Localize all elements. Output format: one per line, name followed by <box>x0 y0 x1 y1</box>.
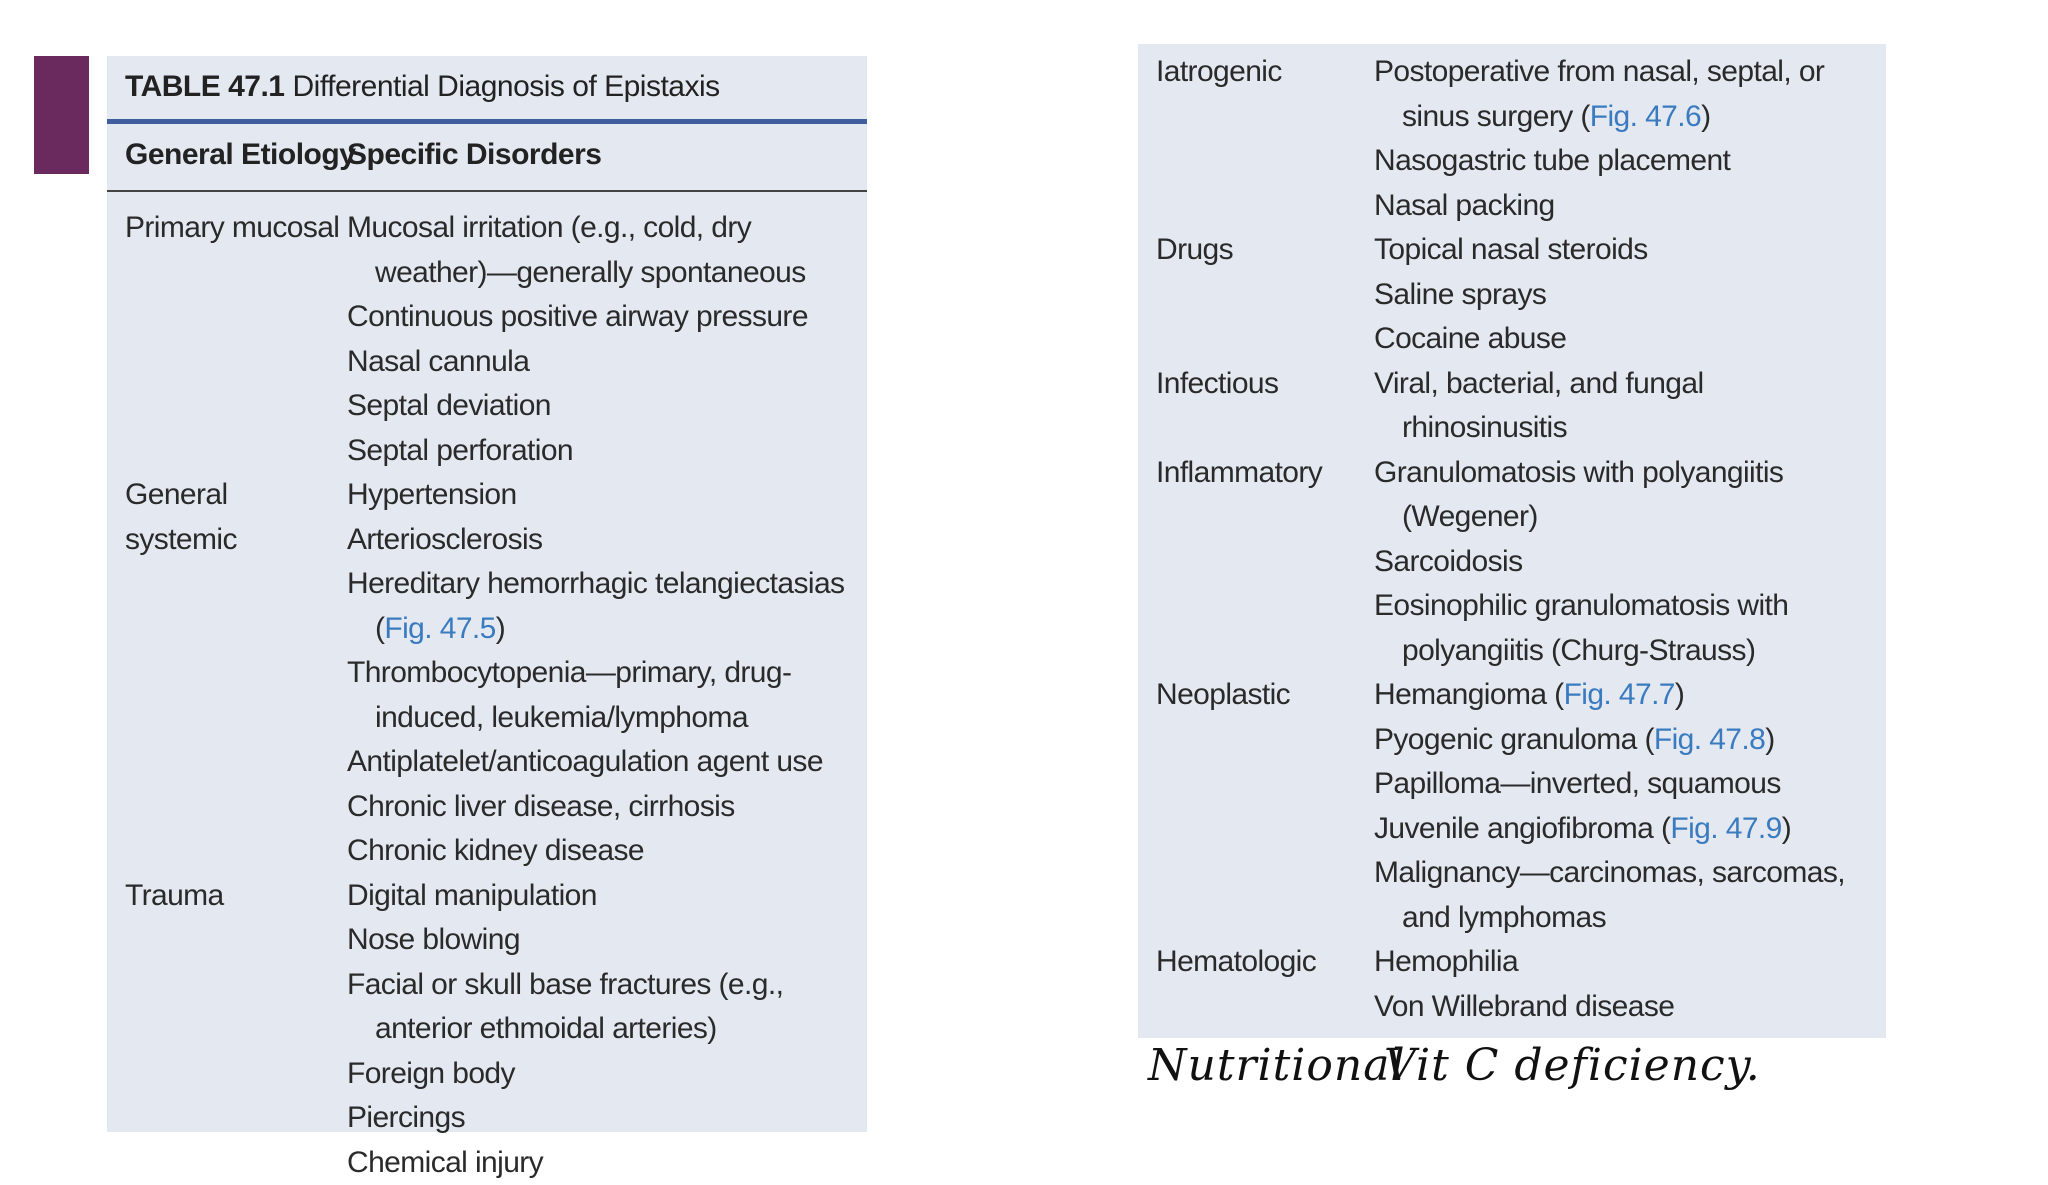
table-body-right <box>1138 50 1886 1029</box>
disorder-text: Malignancy—carcinomas, sarcomas, and lymphomas <box>1374 856 1845 934</box>
table-title <box>125 70 720 104</box>
disorders-cell <box>1374 228 1886 362</box>
table-row <box>107 874 867 1185</box>
column-header-etiology: General Etiology <box>125 138 355 172</box>
disorder-item <box>347 785 867 830</box>
disorders-cell <box>1374 940 1886 1029</box>
table-right-panel <box>1138 44 1886 1038</box>
disorder-item <box>1374 228 1886 273</box>
title-rule <box>107 119 867 124</box>
figure-reference-link[interactable]: Fig. 47.6 <box>1590 100 1701 133</box>
disorder-text: Cocaine abuse <box>1374 322 1566 355</box>
disorder-text: Postoperative from nasal, septal, or sinus surgery <box>1374 55 1824 133</box>
disorder-item: Juvenile angiofibroma (Fig. 47.9) <box>1374 807 1886 852</box>
header-rule <box>107 190 867 192</box>
table-left-panel <box>107 56 867 1132</box>
table-number: TABLE 47.1 <box>125 70 285 103</box>
disorder-item <box>347 874 867 919</box>
etiology-cell: Neoplastic <box>1138 673 1374 718</box>
table-row <box>1138 940 1886 1029</box>
disorder-text: Facial or skull base fractures (e.g., anterior ethmoidal arteries) <box>347 968 783 1046</box>
table-caption: Differential Diagnosis of Epistaxis <box>293 70 720 103</box>
disorder-text: Saline sprays <box>1374 278 1546 311</box>
column-header-disorders: Specific Disorders <box>347 138 601 172</box>
table-row <box>1138 673 1886 940</box>
disorder-text: Foreign body <box>347 1057 515 1090</box>
disorder-item <box>347 384 867 429</box>
disorder-item <box>347 429 867 474</box>
disorder-item <box>347 651 867 740</box>
disorder-text: Topical nasal steroids <box>1374 233 1648 266</box>
disorders-cell <box>1374 50 1886 228</box>
disorder-item: Postoperative from nasal, septal, or sinus surgery (Fig. 47.6) <box>1374 50 1886 139</box>
disorder-text: Antiplatelet/anticoagulation agent use <box>347 745 823 778</box>
figure-reference-link[interactable]: Fig. 47.9 <box>1670 812 1781 845</box>
disorder-item <box>1374 762 1886 807</box>
disorders-cell <box>347 473 867 874</box>
disorder-item <box>347 473 867 518</box>
table-row <box>1138 228 1886 362</box>
disorder-text: Chronic kidney disease <box>347 834 644 867</box>
disorder-text: Eosinophilic granulomatosis with polyangiitis (Churg-Strauss) <box>1374 589 1788 667</box>
disorder-item <box>347 918 867 963</box>
disorder-item <box>347 340 867 385</box>
disorder-item <box>347 295 867 340</box>
disorder-text: Juvenile angiofibroma <box>1374 812 1653 845</box>
figure-reference-link[interactable]: Fig. 47.5 <box>384 612 495 645</box>
disorders-cell <box>1374 673 1886 940</box>
disorder-text: Pyogenic granuloma <box>1374 723 1637 756</box>
disorder-text: Septal perforation <box>347 434 573 467</box>
disorder-item <box>1374 317 1886 362</box>
disorder-text: Digital manipulation <box>347 879 597 912</box>
disorder-item <box>347 1096 867 1141</box>
disorder-text: Nose blowing <box>347 923 520 956</box>
disorder-text: Von Willebrand disease <box>1374 990 1674 1023</box>
disorder-item <box>1374 451 1886 540</box>
disorder-text: Hemophilia <box>1374 945 1518 978</box>
figure-reference-link[interactable]: Fig. 47.7 <box>1564 678 1675 711</box>
disorder-item: Pyogenic granuloma (Fig. 47.8) <box>1374 718 1886 763</box>
disorder-text: Nasal packing <box>1374 189 1555 222</box>
handwritten-disorder: Vit C deficiency. <box>1384 1040 1761 1091</box>
disorder-item <box>1374 851 1886 940</box>
disorder-item <box>347 740 867 785</box>
disorder-text: Arteriosclerosis <box>347 523 542 556</box>
table-row <box>1138 362 1886 451</box>
disorders-cell <box>347 206 867 473</box>
disorder-text: Piercings <box>347 1101 465 1134</box>
accent-bar <box>34 56 89 174</box>
disorders-cell <box>1374 362 1886 451</box>
disorder-text: Chemical injury <box>347 1146 543 1179</box>
disorder-item <box>1374 540 1886 585</box>
disorder-item <box>1374 273 1886 318</box>
table-body-left <box>107 206 867 1185</box>
disorder-text: Continuous positive airway pressure <box>347 300 808 333</box>
disorder-item: Hereditary hemorrhagic telangiectasias (Fig. 47.5) <box>347 562 867 651</box>
etiology-cell: Iatrogenic <box>1138 50 1374 95</box>
disorder-item <box>347 206 867 295</box>
etiology-cell: Infectious <box>1138 362 1374 407</box>
disorder-text: Sarcoidosis <box>1374 545 1522 578</box>
table-row <box>107 206 867 473</box>
disorder-text: Hemangioma <box>1374 678 1546 711</box>
disorder-text: Hypertension <box>347 478 517 511</box>
disorder-text: Viral, bacterial, and fungal rhinosinusitis <box>1374 367 1704 445</box>
etiology-cell: Inflammatory <box>1138 451 1374 496</box>
disorder-text: Papilloma—inverted, squamous <box>1374 767 1781 800</box>
disorder-text: Nasal cannula <box>347 345 529 378</box>
disorder-item <box>1374 985 1886 1030</box>
disorder-item <box>1374 940 1886 985</box>
disorders-cell <box>1374 451 1886 674</box>
table-row <box>1138 50 1886 228</box>
disorders-cell <box>347 874 867 1185</box>
etiology-cell: Drugs <box>1138 228 1374 273</box>
disorder-item: Hemangioma (Fig. 47.7) <box>1374 673 1886 718</box>
disorder-item <box>347 963 867 1052</box>
disorder-text: Granulomatosis with polyangiitis (Wegener) <box>1374 456 1783 534</box>
disorder-item <box>1374 584 1886 673</box>
etiology-cell: General systemic <box>107 473 347 562</box>
disorder-text: Hereditary hemorrhagic telangiectasias <box>347 567 844 600</box>
disorder-item <box>347 518 867 563</box>
disorder-item <box>347 1052 867 1097</box>
etiology-cell: Hematologic <box>1138 940 1374 985</box>
disorder-item <box>1374 139 1886 184</box>
etiology-cell: Trauma <box>107 874 347 919</box>
disorder-item <box>347 1141 867 1185</box>
disorder-item <box>1374 184 1886 229</box>
etiology-cell: Primary mucosal <box>107 206 347 251</box>
handwritten-etiology: Nutritional <box>1148 1040 1406 1091</box>
disorder-text: Nasogastric tube placement <box>1374 144 1730 177</box>
disorder-item <box>347 829 867 874</box>
disorder-text: Septal deviation <box>347 389 551 422</box>
disorder-text: Thrombocytopenia—primary, drug-induced, leukemia/lymphoma <box>347 656 791 734</box>
figure-reference-link[interactable]: Fig. 47.8 <box>1654 723 1765 756</box>
disorder-item <box>1374 362 1886 451</box>
disorder-text: Chronic liver disease, cirrhosis <box>347 790 735 823</box>
table-row <box>1138 451 1886 674</box>
disorder-text: Mucosal irritation (e.g., cold, dry weather)—generally spontaneous <box>347 211 806 289</box>
table-row <box>107 473 867 874</box>
